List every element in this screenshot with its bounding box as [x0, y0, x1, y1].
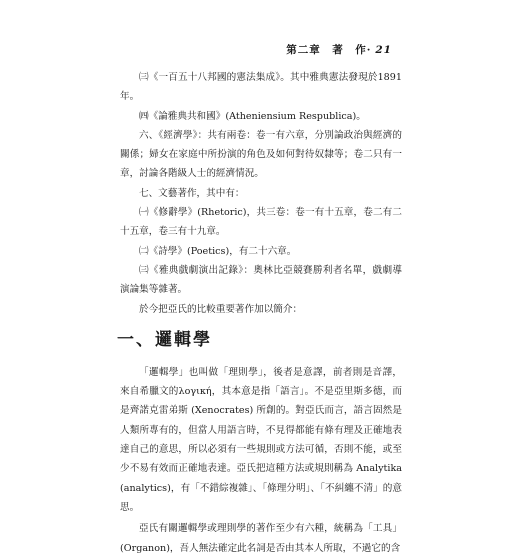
paragraph-economics: 六、《經濟學》：共有兩卷：卷一有六章，分別論政治與經濟的關係；婦女在家庭中所扮演的角色及如何對待奴隸等；卷二只有一章，討論各階級人士的經濟情況。 [120, 129, 402, 180]
chapter-title: 第二章 著 作 [286, 44, 367, 56]
section-number: 一、 [117, 329, 155, 350]
paragraph-item-4: ㈣《論雅典共和國》(Atheniensium Respublica)。 [139, 110, 366, 122]
paragraph-drama-records: ㈢《雅典戲劇演出記錄》：奧林比亞競賽勝利者名單，戲劇導演論集等雜著。 [120, 264, 402, 296]
section-title: 邏輯學 [155, 329, 212, 350]
section-heading [117, 329, 402, 351]
header-separator: · [366, 44, 372, 56]
paragraph-organon: 亞氏有關邏輯學或理則學的著作至少有六種，統稱為「工具」(Organon)，吾人無法確定此名詞是否由其本人所取，不過它的含 [120, 523, 402, 554]
paragraph-item-3: ㈢《一百五十八邦國的憲法集成》。其中雅典憲法發現於1891 年。 [120, 72, 402, 103]
paragraph-logic-definition: 「邏輯學」也叫做「理則學」，後者是意譯，前者則是音譯，來自希臘文的λογική，其本意是指「語言」。不是亞里斯多德，而是齊諾克雷弟斯 (Xenocrates) 所創的。對亞氏而言，語言固然是人類所專有的，但當人用語言時，不見得都能有條有理及正確地表達自己的意思，所以必須有一些規則或方法可循，否則不能，或至少不易有效而正確地表達。亞氏把這種方法或規則稱為 Analytika (analytics)，有「不錯綜複雜」、「條理分明」、「不糾纏不清」的意思。 [120, 366, 402, 513]
running-head [286, 42, 392, 57]
page-number: 21 [375, 44, 392, 56]
paragraph-rhetoric: ㈠《修辭學》(Rhetoric)，共三卷：卷一有十五章，卷二有二十五章，卷三有十九章。 [120, 207, 402, 238]
paragraph-literary-works: 七、文藝著作，其中有： [139, 187, 245, 199]
paragraph-poetics: ㈡《詩學》(Poetics)，有二十六章。 [139, 245, 297, 257]
main-text [117, 68, 402, 558]
paragraph-intro: 於今把亞氏的比較重要著作加以簡介： [139, 303, 303, 315]
